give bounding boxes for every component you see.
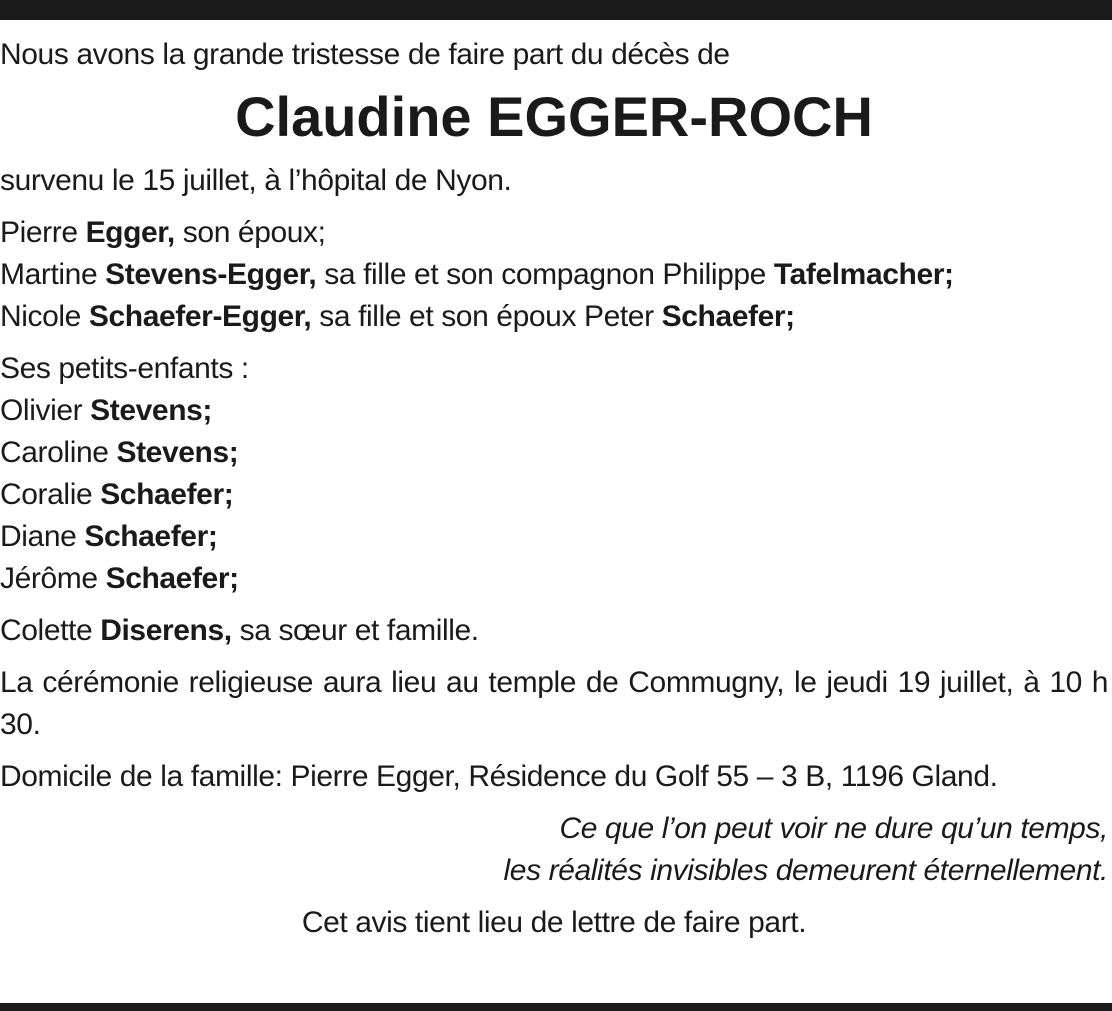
family-member: Pierre Egger, son époux; [0, 216, 326, 249]
grandchildren-list [0, 348, 1108, 600]
quote-line: Ce que l’on peut voir ne dure qu’un temps, [559, 812, 1108, 845]
grandchild: Jérôme Schaefer; [0, 562, 239, 595]
family-member: Nicole Schaefer-Egger, sa fille et son époux Peter Schaefer; [0, 300, 795, 333]
ceremony-info: La cérémonie religieuse aura lieu au temple de Commugny, le jeudi 19 juillet, à 10 h 30. [0, 666, 1108, 741]
bottom-rule [0, 1003, 1112, 1011]
bible-quote [0, 808, 1108, 892]
sister-line: Colette Diserens, sa sœur et famille. [0, 614, 479, 647]
family-domicile: Domicile de la famille: Pierre Egger, Résidence du Golf 55 – 3 B, 1196 Gland. [0, 760, 998, 793]
closing-note: Cet avis tient lieu de lettre de faire part. [301, 906, 807, 939]
death-notice [0, 34, 1108, 944]
quote-line: les réalités invisibles demeurent éternellement. [503, 854, 1108, 887]
deceased-name: Claudine EGGER-ROCH [235, 85, 873, 148]
grandchild: Diane Schaefer; [0, 520, 218, 553]
grandchildren-heading: Ses petits-enfants : [0, 352, 249, 385]
family-list [0, 212, 1108, 338]
grandchild: Olivier Stevens; [0, 394, 212, 427]
grandchild: Caroline Stevens; [0, 436, 239, 469]
intro-text: Nous avons la grande tristesse de faire part du décès de [0, 38, 730, 71]
family-member: Martine Stevens-Egger, sa fille et son compagnon Philippe Tafelmacher; [0, 258, 954, 291]
death-info: survenu le 15 juillet, à l’hôpital de Nyon. [0, 164, 512, 197]
top-rule [0, 0, 1112, 20]
grandchild: Coralie Schaefer; [0, 478, 234, 511]
